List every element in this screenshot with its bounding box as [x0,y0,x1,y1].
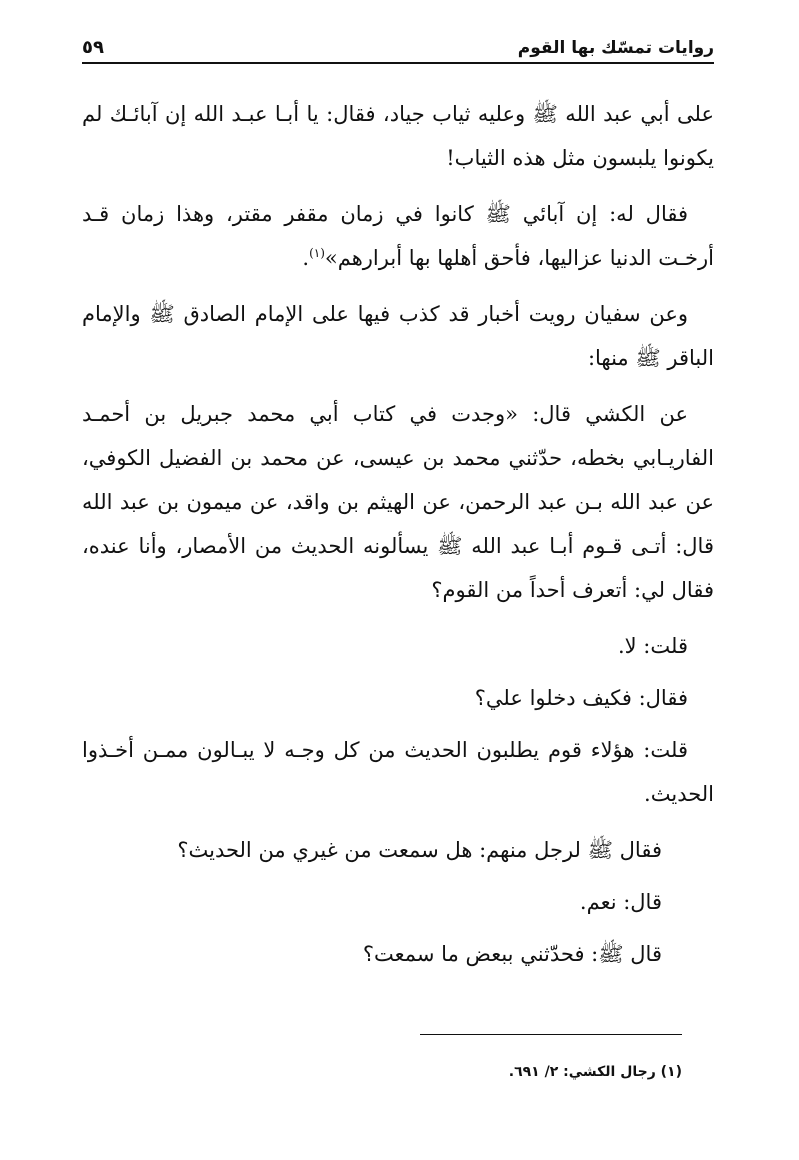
paragraph-8: فقال ﷺ لرجل منهم: هل سمعت من غيري من الحديث؟ [177,838,662,862]
paragraph-2 [82,192,714,280]
paragraph-9: قال: نعم. [579,890,662,914]
paragraph-5: قلت: لا. [617,634,688,658]
footnote: (١) رجال الكشي: ٢/ ٦٩١. [508,1064,682,1080]
footnote-marker: (١) [309,246,325,260]
paragraph-6: فقال: فكيف دخلوا علي؟ [474,686,688,710]
page-number: ٥٩ [82,37,104,58]
footnote-divider [420,1034,682,1035]
paragraph-4: عن الكشي قال: «وجدت في كتاب أبي محمد جبريل بن أحمـد الفاريـابي بخطه، حدّثني محمد بن عيسى، عن محمد بن الفضيل الكوفي، عن عبد الله بـن عبد الرحمن، عن الهيثم بن واقد، عن ميمون بن عبد الله قال: أتـى قـوم أبـا عبد الله ﷺ يسألونه الحديث من الأمصار، وأنا عنده، فقال لي: أتعرف أحداً من القوم؟ [82,402,714,602]
paragraph-3: وعن سفيان رويت أخبار قد كذب فيها على الإمام الصادق ﷺ والإمام الباقر ﷺ منها: [82,302,714,370]
paragraph-2-text: فقال له: إن آبائي ﷺ كانوا في زمان مقفر مقتر، وهذا زمان قـد أرخـت الدنيا عزاليها، فأحق أهلها بها أبرارهم» [82,202,714,270]
body-text [82,92,714,984]
paragraph-10: قال ﷺ: فحدّثني ببعض ما سمعت؟ [362,942,662,966]
running-head: روايات تمسّك بها القوم [517,38,714,58]
page-header [82,30,714,64]
paragraph-1: على أبي عبد الله ﷺ وعليه ثياب جياد، فقال: يا أبـا عبـد الله إن آبائـك لم يكونوا يلبسون مثل هذه الثياب! [82,102,714,170]
paragraph-7: قلت: هؤلاء قوم يطلبون الحديث من كل وجـه لا يبـالون ممـن أخـذوا الحديث. [82,738,714,806]
paragraph-2-tail: . [302,246,310,270]
